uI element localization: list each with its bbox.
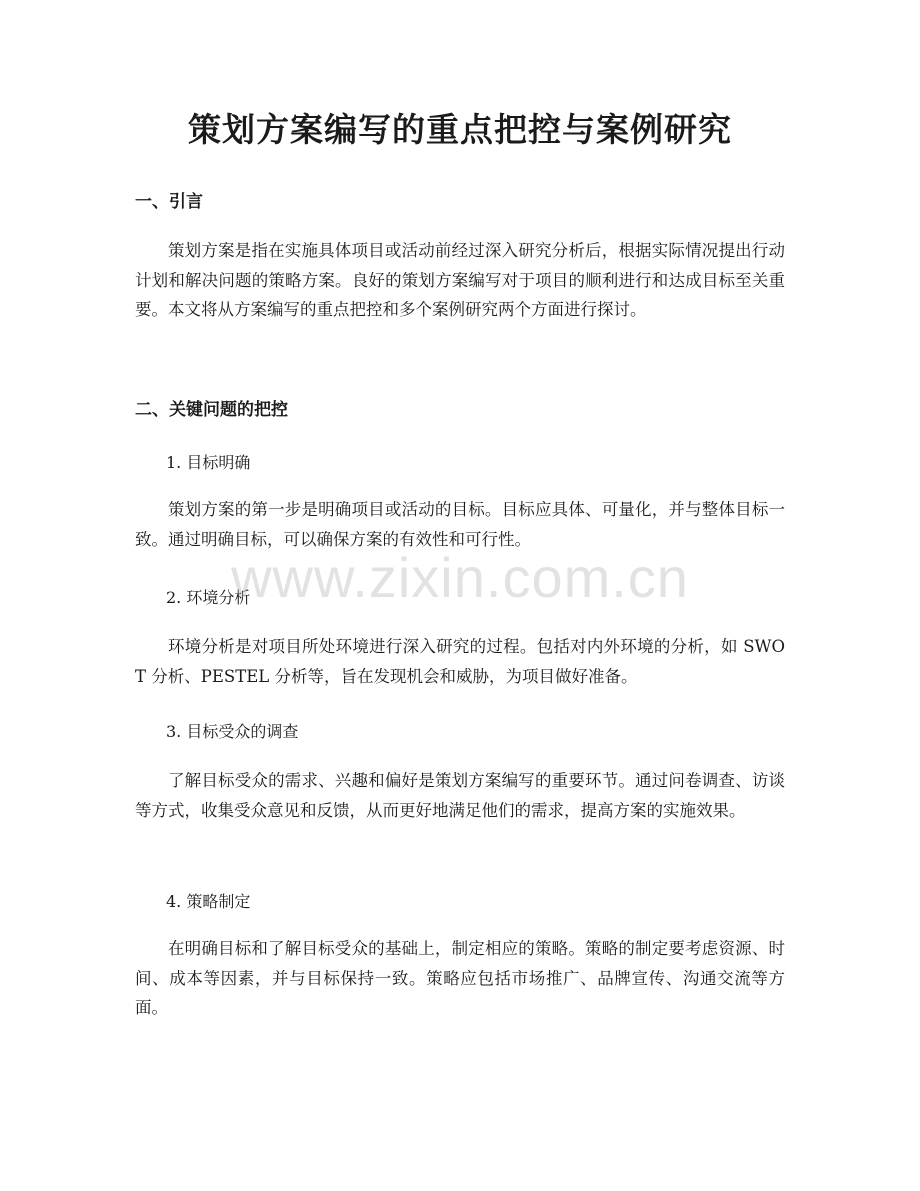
intro-paragraph: 策划方案是指在实施具体项目或活动前经过深入研究分析后，根据实际情况提出行动计划和解决问题的策略方案。良好的策划方案编写对于项目的顺利进行和达成目标至关重要。本文将从方案编写的重点把控和多个案例研究两个方面进行探讨。 [135, 241, 785, 319]
item-paragraph-goal: 策划方案的第一步是明确项目或活动的目标。目标应具体、可量化，并与整体目标一致。通过明确目标，可以确保方案的有效性和可行性。 [135, 500, 785, 549]
section-heading-key-issues: 二、关键问题的把控 [135, 400, 288, 420]
item-label-strategy: 4. 策略制定 [166, 892, 251, 911]
item-paragraph-strategy: 在明确目标和了解目标受众的基础上，制定相应的策略。策略的制定要考虑资源、时间、成本等因素，并与目标保持一致。策略应包括市场推广、品牌宣传、沟通交流等方面。 [135, 939, 785, 1017]
item-paragraph-audience: 了解目标受众的需求、兴趣和偏好是策划方案编写的重要环节。通过问卷调查、访谈等方式，收集受众意见和反馈，从而更好地满足他们的需求，提高方案的实施效果。 [135, 771, 785, 820]
item-label-audience: 3. 目标受众的调查 [166, 722, 299, 741]
document-title: 策划方案编写的重点把控与案例研究 [188, 110, 732, 149]
item-paragraph-environment: 环境分析是对项目所处环境进行深入研究的过程。包括对内外环境的分析，如 SWOT 分析、PESTEL 分析等，旨在发现机会和威胁，为项目做好准备。 [135, 637, 785, 686]
item-label-environment: 2. 环境分析 [166, 588, 251, 607]
item-label-goal: 1. 目标明确 [166, 453, 251, 472]
section-heading-intro: 一、引言 [135, 192, 203, 212]
watermark-text: www.zixin.com.cn [231, 546, 689, 609]
